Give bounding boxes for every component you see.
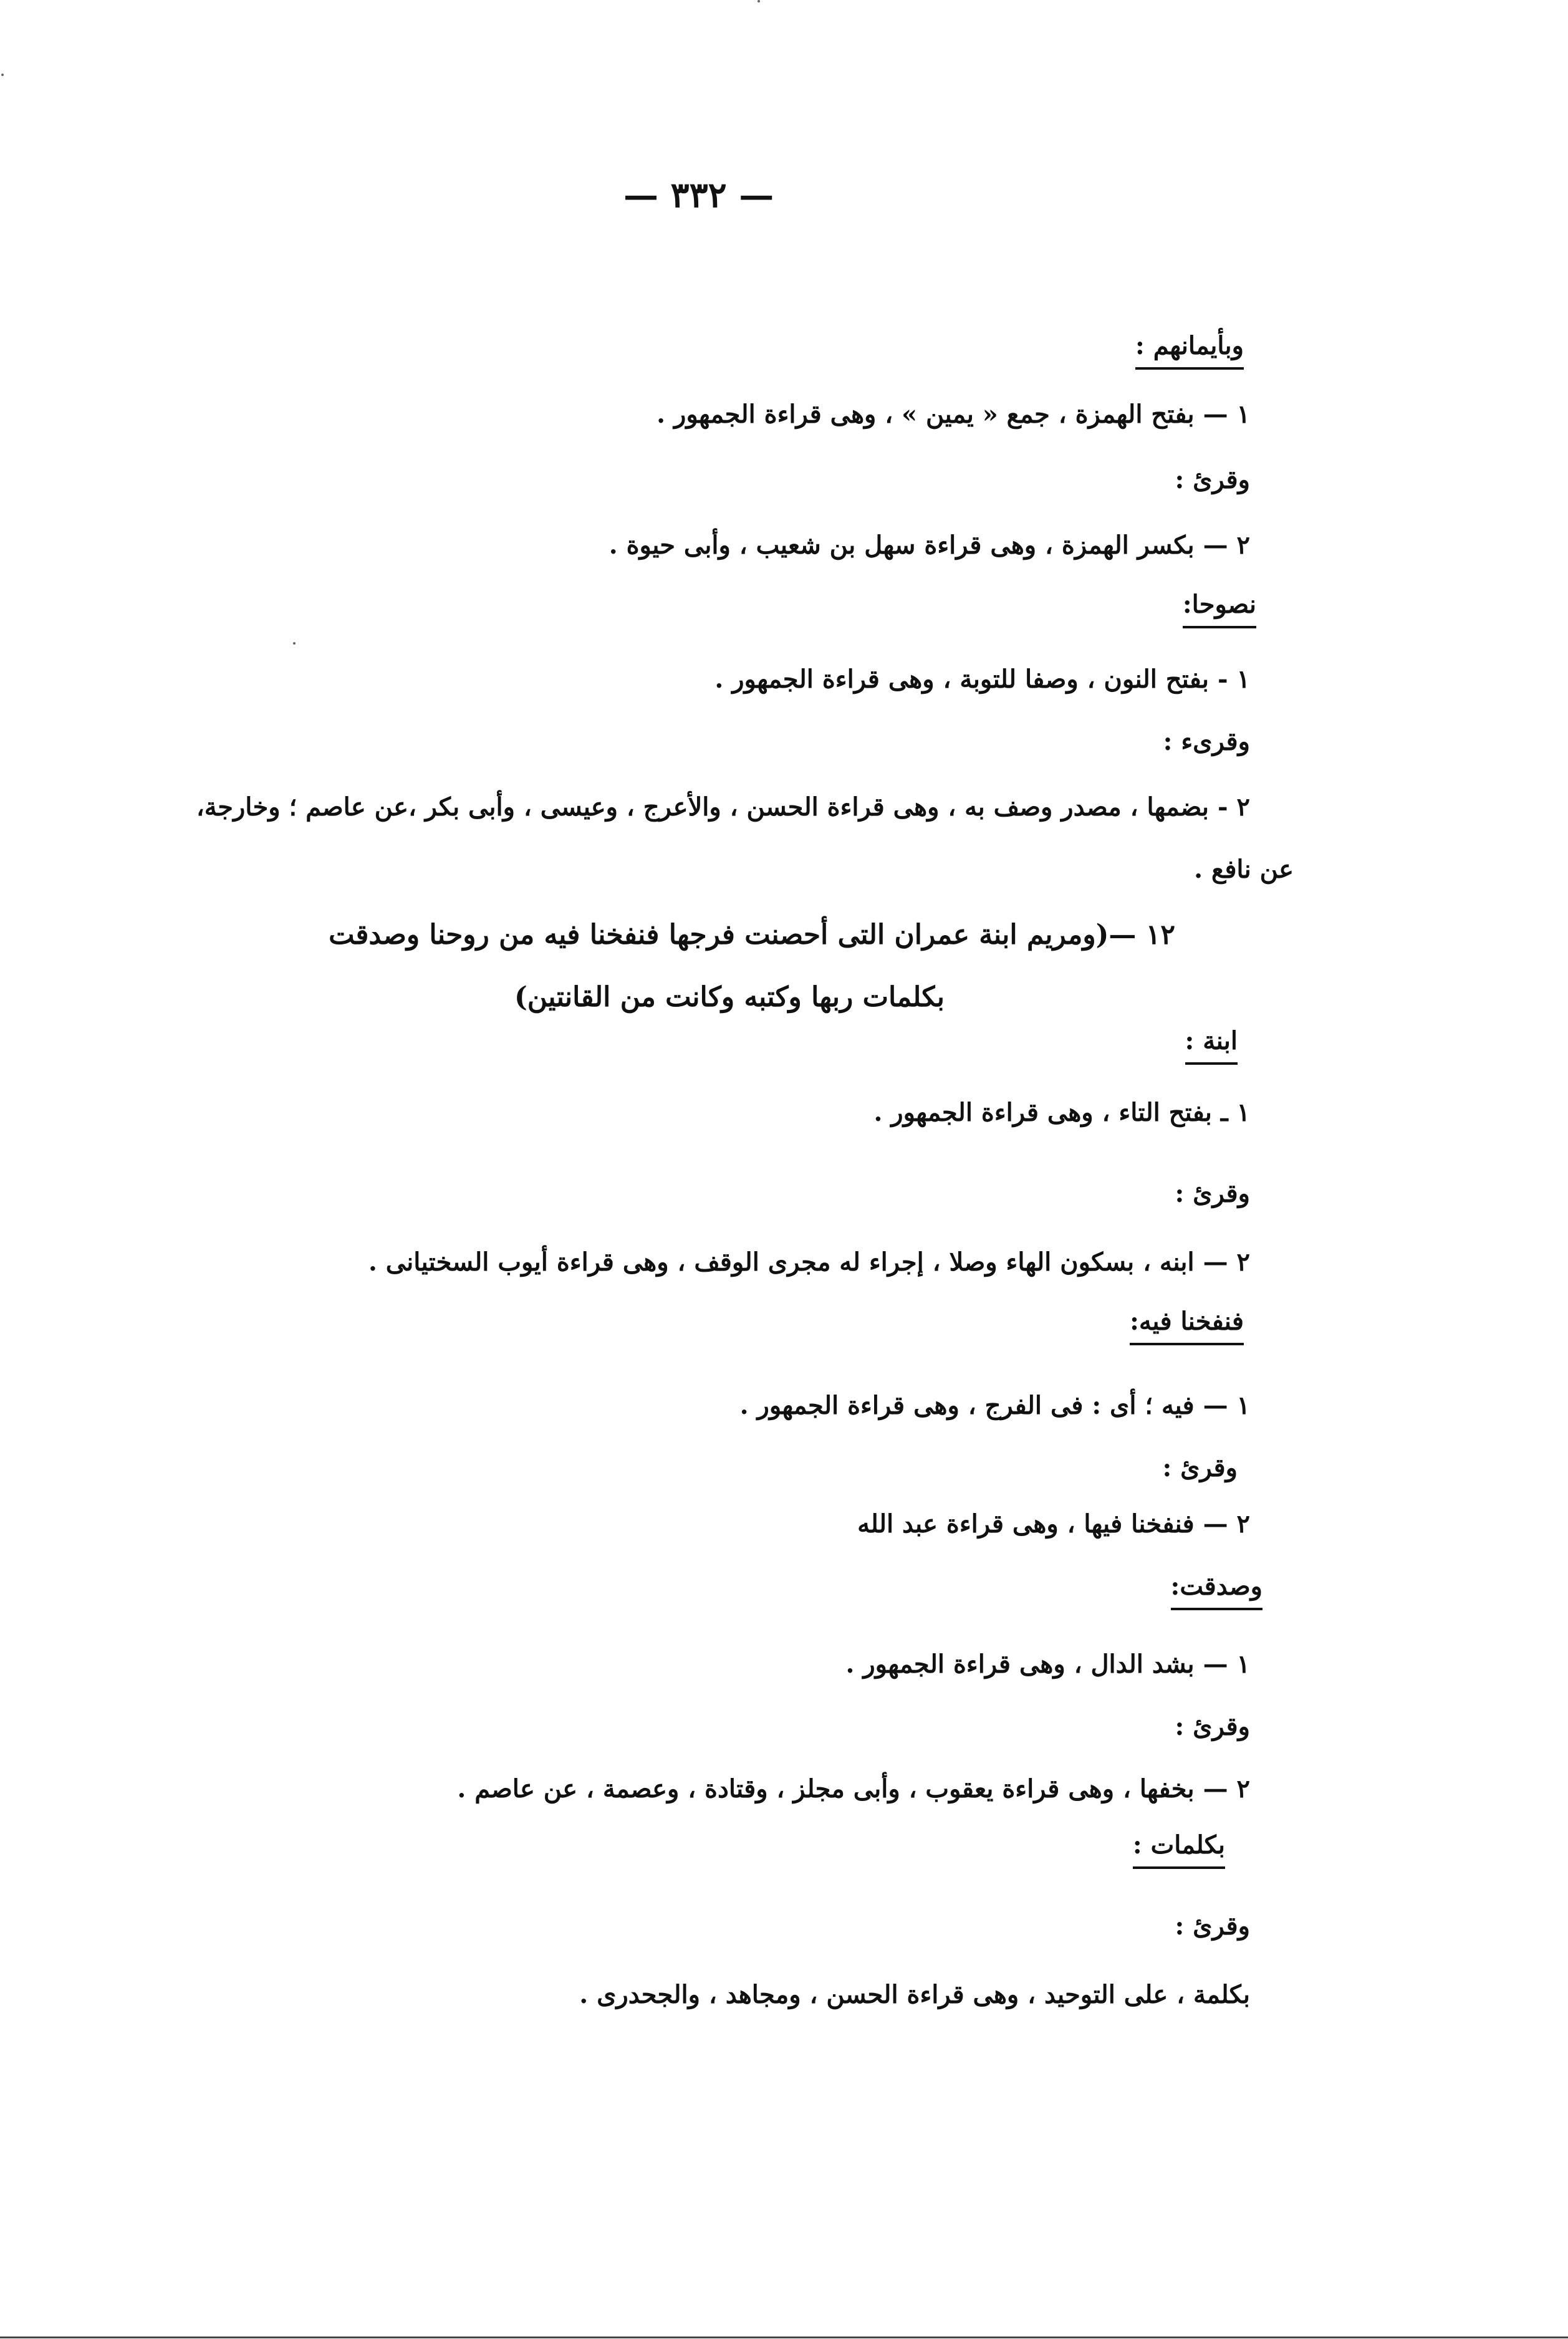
reading-line: ٢ — بكسر الهمزة ، وهى قراءة سهل بن شعيب ، وأبى حيوة . [608,531,1250,560]
scan-speck [293,642,296,645]
reading-line: ١ ـ بفتح التاء ، وهى قراءة الجمهور . [873,1098,1250,1127]
reading-label: وقرئ : [1175,1911,1250,1941]
scan-bottom-edge [0,2337,1568,2338]
verse-line: ١٢ —(ومريم ابنة عمران التى أحصنت فرجها فنفخنا فيه من روحنا وصدقت [329,919,1175,951]
verse-line: بكلمات ربها وكتبه وكانت من القانتين) [514,981,945,1013]
scan-speck [1,74,4,76]
reading-line: ١ — بشد الدال ، وهى قراءة الجمهور . [845,1650,1250,1679]
reading-line: ٢ — فنفخنا فيها ، وهى قراءة عبد الله [857,1509,1250,1539]
heading-fanafakhna: فنفخنا فيه: [1130,1303,1244,1345]
reading-label: وقرئ : [1175,465,1250,494]
reading-label: وقرئ : [1175,1712,1250,1741]
reading-line: ٢ — بخفها ، وهى قراءة يعقوب ، وأبى مجلز ، وقتادة ، وعصمة ، عن عاصم . [457,1774,1250,1803]
heading-biaymanihim: وبأيمانهم : [1135,327,1244,370]
reading-line-continued: عن نافع . [1194,855,1294,884]
reading-line: ١ — فيه ؛ أى : فى الفرج ، وهى قراءة الجمهور . [739,1391,1250,1420]
reading-line: ١ — بفتح الهمزة ، جمع « يمين » ، وهى قراءة الجمهور . [657,400,1250,429]
reading-line: بكلمة ، على التوحيد ، وهى قراءة الحسن ، ومجاهد ، والجحدرى . [579,1980,1250,2009]
reading-label: وقرئ : [1175,1179,1250,1208]
heading-bikalimat: بكلمات : [1133,1827,1225,1869]
reading-line: ١ - بفتح النون ، وصفا للتوبة ، وهى قراءة الجمهور . [714,665,1250,694]
reading-label: وقرئ : [1162,1453,1238,1482]
heading-ibnata: ابنة : [1185,1022,1238,1065]
reading-line: ٢ - بضمها ، مصدر وصف به ، وهى قراءة الحسن ، والأعرج ، وعيسى ، وأبى بكر ،عن عاصم ؛ وخارجة، [196,792,1250,822]
heading-wasaddaqat: وصدقت: [1171,1568,1263,1610]
heading-nasuhan: نصوحا: [1183,586,1256,628]
reading-line: ٢ — ابنه ، بسكون الهاء وصلا ، إجراء له مجرى الوقف ، وهى قراءة أيوب السختيانى . [368,1247,1250,1277]
page-number: — ٣٣٢ — [623,175,774,216]
scan-speck [758,0,760,2]
reading-label: وقرىء : [1163,727,1250,756]
